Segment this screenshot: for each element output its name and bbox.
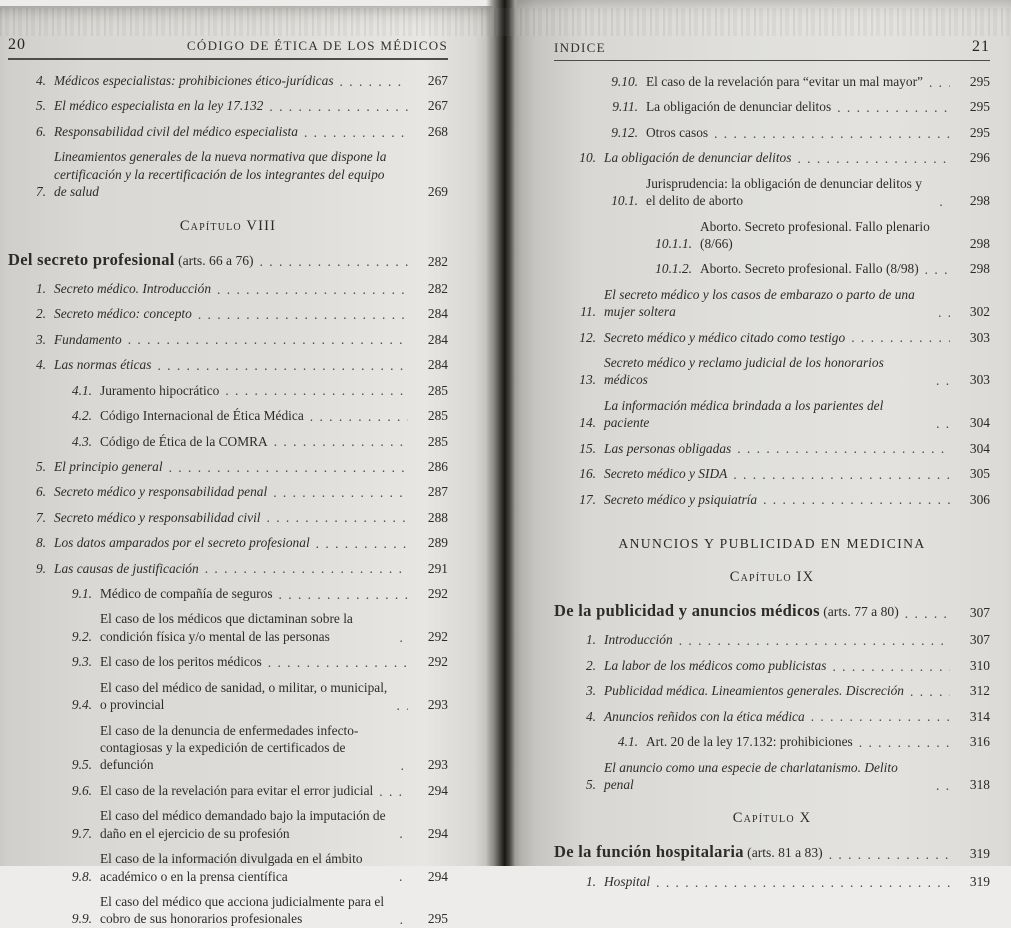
toc-entry <box>8 97 448 114</box>
entry-page-ref: 294 <box>427 868 448 884</box>
entry-number: 4.1. <box>71 382 92 398</box>
dot-leader <box>225 382 408 399</box>
dot-leader <box>274 433 408 450</box>
toc-entry <box>8 356 448 373</box>
dot-leader <box>260 253 408 270</box>
entry-text: Responsabilidad civil del médico especialista <box>54 123 298 139</box>
toc-entry <box>554 218 990 253</box>
entry-number: 9.2. <box>71 628 92 644</box>
entry-title-rest: (arts. 66 a 76) <box>174 252 254 268</box>
entry-number: 15. <box>579 440 596 456</box>
dot-leader <box>859 734 950 751</box>
toc-entry <box>554 175 990 210</box>
entry-title-rest: (arts. 77 a 80) <box>819 604 899 620</box>
toc-entry <box>554 873 990 890</box>
entry-text: Fundamento <box>54 331 122 347</box>
entry-text: El caso de los peritos médicos <box>100 654 262 670</box>
entry-text <box>554 841 823 862</box>
dot-leader <box>910 683 950 700</box>
entry-text: Aborto. Secreto profesional. Fallo (8/98) <box>700 261 919 277</box>
entry-text: El caso de la información divulgada en el ámbito académico o en la prensa científica <box>100 851 363 884</box>
entry-page-ref: 285 <box>427 408 448 424</box>
entry-page-ref: 296 <box>969 150 990 166</box>
right-running-header: INDICE <box>554 40 606 55</box>
entry-text: El caso de la revelación para evitar el error judicial <box>100 782 374 798</box>
entry-text: Secreto médico y reclamo judicial de los honorarios médicos <box>604 355 884 388</box>
entry-number: 10.1. <box>611 193 638 209</box>
entry-number: 10.1.2. <box>655 261 692 277</box>
entry-page-ref: 267 <box>427 73 448 88</box>
entry-number: 8. <box>35 535 46 551</box>
entry-text: Publicidad médica. Lineamientos generales. Discreción <box>604 683 904 699</box>
entry-page-ref: 304 <box>969 440 990 456</box>
entry-text: Médico de compañía de seguros <box>100 586 273 602</box>
toc-entry <box>554 329 990 346</box>
toc-entry <box>554 98 990 115</box>
dot-leader <box>936 372 950 389</box>
toc-entry <box>8 509 448 526</box>
entry-text: Las causas de justificación <box>54 560 199 576</box>
toc-entry <box>8 610 448 645</box>
dot-leader <box>279 586 408 603</box>
entry-page-ref: 291 <box>427 560 448 576</box>
entry-number: 9.6. <box>71 782 92 798</box>
entry-page-ref: 289 <box>427 535 448 551</box>
entry-number: 3. <box>35 331 46 347</box>
toc-right-column <box>554 73 990 890</box>
entry-page-ref: 287 <box>427 484 448 500</box>
entry-text: Los datos amparados por el secreto profesional <box>54 535 310 551</box>
entry-text: Jurisprudencia: la obligación de denunciar delitos y el delito de aborto <box>646 175 922 209</box>
dot-leader <box>936 777 950 794</box>
entry-text: Secreto médico y psiquiatría <box>604 491 758 507</box>
toc-entry <box>8 585 448 602</box>
entry-number: 9.11. <box>612 99 638 115</box>
left-running-header: CÓDIGO DE ÉTICA DE LOS MÉDICOS <box>186 38 448 53</box>
dot-leader <box>217 281 408 298</box>
toc-entry <box>8 249 448 270</box>
dot-leader <box>400 911 408 928</box>
entry-page-ref: 292 <box>427 586 448 602</box>
entry-title-bold: De la función hospitalaria <box>554 842 744 862</box>
toc-entry <box>554 465 990 482</box>
entry-text: El secreto médico y los casos de embarazo o parto de una mujer soltera <box>604 286 915 320</box>
entry-number: 9.5. <box>71 757 92 773</box>
entry-number: 17. <box>579 491 596 507</box>
entry-number: 4. <box>585 708 596 724</box>
entry-page-ref: 284 <box>427 357 448 373</box>
toc-entry <box>8 305 448 322</box>
toc-entry <box>554 657 990 674</box>
toc-entry <box>8 458 448 475</box>
entry-number: 4.3. <box>71 433 92 449</box>
toc-entry <box>8 148 448 200</box>
entry-page-ref: 294 <box>427 782 448 798</box>
entry-page-ref: 269 <box>427 184 448 200</box>
toc-entry <box>8 807 448 842</box>
dot-leader <box>733 466 950 483</box>
dot-leader <box>714 125 950 142</box>
left-page-header <box>8 36 448 60</box>
dot-leader <box>832 658 950 675</box>
entry-text <box>554 600 899 621</box>
dot-leader <box>379 783 408 800</box>
entry-page-ref: 314 <box>969 708 990 724</box>
entry-number: 14. <box>579 415 596 431</box>
toc-entry <box>554 397 990 432</box>
entry-page-ref: 293 <box>427 697 448 713</box>
dot-leader <box>169 459 408 476</box>
entry-number: 9.9. <box>71 911 92 927</box>
entry-number: 9.4. <box>71 697 92 713</box>
dot-leader <box>400 629 408 646</box>
dot-leader <box>656 874 950 891</box>
dot-leader <box>267 509 408 526</box>
toc-entry <box>554 73 990 90</box>
entry-text: Código de Ética de la COMRA <box>100 433 268 449</box>
entry-text: Juramento hipocrático <box>100 382 220 398</box>
right-page-header <box>554 38 990 61</box>
entry-text: Secreto médico. Introducción <box>54 280 212 296</box>
dot-leader <box>340 73 408 90</box>
entry-text: Art. 20 de la ley 17.132: prohibiciones <box>646 734 853 750</box>
entry-page-ref: 307 <box>969 605 990 621</box>
entry-text: Médicos especialistas: prohibiciones ético-jurídicas <box>54 73 334 88</box>
dot-leader <box>304 124 408 141</box>
entry-number: 1. <box>35 280 46 296</box>
book-page-right <box>516 0 1011 889</box>
entry-page-ref: 268 <box>427 123 448 139</box>
right-page-number: 21 <box>972 38 990 55</box>
entry-page-ref: 285 <box>427 382 448 398</box>
toc-entry <box>8 483 448 500</box>
entry-page-ref: 305 <box>969 466 990 482</box>
entry-number: 7. <box>35 509 46 525</box>
entry-text: Secreto médico y SIDA <box>604 466 728 482</box>
dot-leader <box>938 304 950 321</box>
entry-text: El caso de la denuncia de enfermedades infecto-contagiosas y la expedición de certificados de defunción <box>100 722 359 773</box>
entry-page-ref: 319 <box>969 846 990 862</box>
entry-page-ref: 285 <box>427 433 448 449</box>
entry-number: 9.8. <box>71 868 92 884</box>
entry-number: 10.1.1. <box>655 235 692 251</box>
entry-page-ref: 282 <box>427 253 448 269</box>
entry-number: 9.1. <box>71 586 92 602</box>
toc-entry <box>554 708 990 725</box>
dot-leader <box>939 193 950 210</box>
entry-number: 10. <box>579 150 596 166</box>
dot-leader <box>316 535 408 552</box>
entry-number: 11. <box>580 304 596 320</box>
toc-entry <box>8 850 448 885</box>
toc-entry <box>554 491 990 508</box>
toc-left-column <box>8 72 448 928</box>
toc-entry <box>554 286 990 321</box>
dot-leader <box>157 357 408 374</box>
toc-entry <box>554 260 990 277</box>
toc-entry <box>8 433 448 450</box>
toc-entry <box>554 682 990 699</box>
entry-page-ref: 304 <box>969 415 990 431</box>
entry-text: El caso del médico que acciona judicialmente para el cobro de sus honorarios profesionales <box>100 893 385 927</box>
dot-leader <box>198 306 408 323</box>
toc-entry <box>8 407 448 424</box>
dot-leader <box>829 846 950 863</box>
entry-text: El anuncio como una especie de charlatanismo. Delito penal <box>604 759 898 792</box>
toc-entry <box>8 653 448 670</box>
toc-entry <box>8 534 448 551</box>
entry-text: La información médica brindada a los parientes del paciente <box>604 397 884 431</box>
entry-page-ref: 303 <box>969 372 990 388</box>
entry-number: 9.12. <box>611 124 638 140</box>
entry-text: El caso del médico de sanidad, o militar, o municipal, o provincial <box>100 679 388 713</box>
entry-number: 12. <box>579 329 596 345</box>
toc-entry <box>8 560 448 577</box>
dot-leader <box>936 415 950 432</box>
entry-number: 9.3. <box>71 654 92 670</box>
entry-text: Secreto médico: concepto <box>54 306 192 322</box>
entry-number: 9.7. <box>71 825 92 841</box>
dot-leader <box>399 868 408 885</box>
chapter-heading: Capítulo VIII <box>179 217 277 234</box>
entry-text: Código Internacional de Ética Médica <box>100 408 304 424</box>
toc-entry <box>8 679 448 714</box>
dot-leader <box>929 74 950 91</box>
dot-leader <box>811 708 950 725</box>
entry-number: 1. <box>585 873 596 889</box>
entry-text: La obligación de denunciar delitos <box>604 150 792 166</box>
entry-page-ref: 295 <box>427 911 448 927</box>
entry-text: Secreto médico y responsabilidad penal <box>54 484 268 500</box>
toc-entry <box>8 123 448 140</box>
entry-number: 7. <box>35 184 46 200</box>
entry-text: El caso de los médicos que dictaminan sobre la condición física y/o mental de las personas <box>100 611 353 644</box>
entry-page-ref: 298 <box>969 235 990 251</box>
entry-page-ref: 292 <box>427 654 448 670</box>
entry-number: 6. <box>35 484 46 500</box>
entry-number: 1. <box>585 632 596 648</box>
entry-number: 5. <box>35 458 46 474</box>
entry-page-ref: 267 <box>427 98 448 114</box>
toc-entry <box>554 841 990 862</box>
entry-page-ref: 316 <box>969 734 990 750</box>
entry-text: Secreto médico y médico citado como testigo <box>604 329 846 345</box>
book-page-left <box>0 6 494 927</box>
entry-page-ref: 295 <box>969 99 990 115</box>
toc-entry <box>8 382 448 399</box>
entry-number: 5. <box>585 776 596 792</box>
part-heading: ANUNCIOS Y PUBLICIDAD EN MEDICINA <box>618 536 926 552</box>
dot-leader <box>399 825 408 842</box>
entry-text: Hospital <box>604 873 651 889</box>
dot-leader <box>851 329 950 346</box>
toc-entry <box>554 759 990 794</box>
entry-page-ref: 306 <box>969 491 990 507</box>
dot-leader <box>679 632 950 649</box>
entry-number: 4.1. <box>617 734 638 750</box>
entry-page-ref: 318 <box>969 776 990 792</box>
entry-text: La labor de los médicos como publicistas <box>604 657 827 673</box>
dot-leader <box>938 236 950 253</box>
entry-page-ref: 302 <box>969 304 990 320</box>
dot-leader <box>401 757 408 774</box>
entry-text: El caso de la revelación para “evitar un mal mayor” <box>646 74 923 89</box>
dot-leader <box>925 261 950 278</box>
entry-number: 4. <box>35 357 46 373</box>
entry-page-ref: 293 <box>427 757 448 773</box>
dot-leader <box>797 150 950 167</box>
entry-number: 4. <box>35 73 46 88</box>
book-spine-shadow <box>486 0 520 866</box>
entry-text: Aborto. Secreto profesional. Fallo plenario (8/66) <box>700 218 930 251</box>
dot-leader <box>205 560 408 577</box>
entry-text: El caso del médico demandado bajo la imputación de daño en el ejercicio de su profesión <box>100 808 386 841</box>
entry-text: Las personas obligadas <box>604 440 732 456</box>
entry-page-ref: 298 <box>969 261 990 277</box>
toc-entry <box>8 331 448 348</box>
entry-page-ref: 294 <box>427 825 448 841</box>
entry-text: Anuncios reñidos con la ética médica <box>604 708 805 724</box>
entry-page-ref: 307 <box>969 632 990 648</box>
chapter-heading: Capítulo X <box>732 810 812 827</box>
entry-title-bold: Del secreto profesional <box>8 249 175 269</box>
dot-leader <box>737 440 950 457</box>
entry-text: El principio general <box>54 458 163 474</box>
entry-title-rest: (arts. 81 a 83) <box>743 845 823 861</box>
entry-text: El médico especialista en la ley 17.132 <box>54 98 264 114</box>
entry-page-ref: 319 <box>969 873 990 889</box>
entry-text: Otros casos <box>646 124 709 140</box>
entry-number: 9. <box>35 560 46 576</box>
dot-leader <box>128 331 408 348</box>
dot-leader <box>273 484 408 501</box>
dot-leader <box>401 184 408 201</box>
entry-page-ref: 295 <box>969 74 990 89</box>
toc-entry <box>554 631 990 648</box>
toc-entry <box>554 440 990 457</box>
dot-leader <box>763 491 950 508</box>
entry-text: Introducción <box>604 632 673 648</box>
entry-page-ref: 282 <box>427 280 448 296</box>
dot-leader <box>905 605 950 622</box>
toc-entry <box>8 893 448 928</box>
toc-entry <box>554 149 990 166</box>
entry-number: 16. <box>579 466 596 482</box>
dot-leader <box>310 408 408 425</box>
toc-entry <box>554 354 990 389</box>
dot-leader <box>837 99 950 116</box>
toc-entry <box>554 124 990 141</box>
left-page-number: 20 <box>8 36 26 53</box>
entry-title-bold: De la publicidad y anuncios médicos <box>554 601 820 621</box>
toc-entry <box>8 280 448 297</box>
entry-number: 4.2. <box>71 408 92 424</box>
entry-number: 2. <box>35 306 46 322</box>
entry-number: 13. <box>579 372 596 388</box>
toc-entry <box>8 782 448 799</box>
entry-page-ref: 284 <box>427 306 448 322</box>
dot-leader <box>269 98 408 115</box>
dot-leader <box>397 697 408 714</box>
entry-text: La obligación de denunciar delitos <box>646 99 832 115</box>
entry-number: 3. <box>585 683 596 699</box>
entry-number: 2. <box>585 657 596 673</box>
toc-entry <box>8 722 448 774</box>
entry-page-ref: 312 <box>969 683 990 699</box>
entry-page-ref: 286 <box>427 458 448 474</box>
entry-number: 9.10. <box>611 74 638 89</box>
entry-text: Las normas éticas <box>54 357 152 373</box>
entry-number: 5. <box>35 98 46 114</box>
entry-page-ref: 292 <box>427 628 448 644</box>
entry-page-ref: 310 <box>969 657 990 673</box>
chapter-heading: Capítulo IX <box>729 569 815 586</box>
entry-page-ref: 295 <box>969 124 990 140</box>
entry-text: Secreto médico y responsabilidad civil <box>54 509 261 525</box>
dot-leader <box>268 654 408 671</box>
toc-entry <box>554 733 990 750</box>
entry-page-ref: 303 <box>969 329 990 345</box>
entry-page-ref: 284 <box>427 331 448 347</box>
entry-page-ref: 288 <box>427 509 448 525</box>
entry-number: 6. <box>35 123 46 139</box>
entry-text <box>8 249 254 270</box>
toc-entry <box>8 72 448 89</box>
entry-page-ref: 298 <box>969 193 990 209</box>
entry-text: Lineamientos generales de la nueva normativa que dispone la certificación y la recertificación de los integrantes del equipo de salud <box>54 149 387 200</box>
toc-entry <box>554 600 990 621</box>
